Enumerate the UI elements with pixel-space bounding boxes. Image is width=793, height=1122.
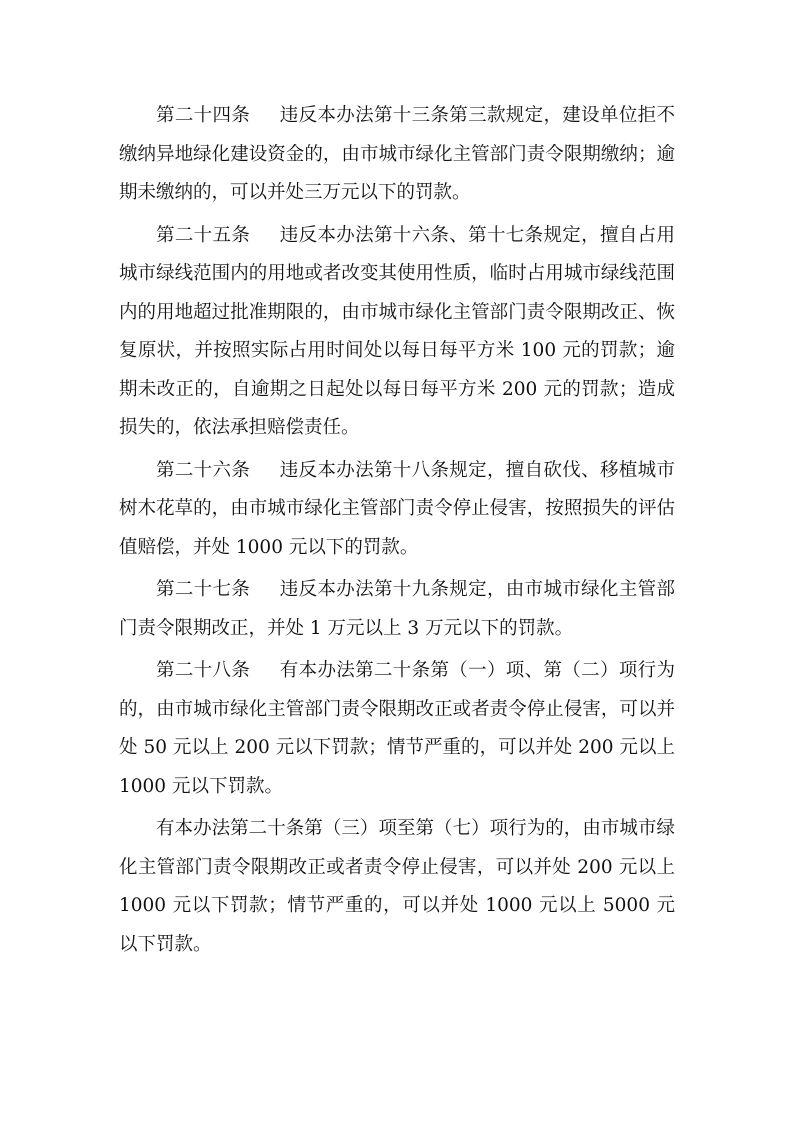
- article-28: [119, 652, 675, 806]
- article-25: [119, 217, 675, 448]
- paragraph-text: 有本办法第二十条第（三）项至第（七）项行为的，由市城市绿化主管部门责令限期改正或者责令停止侵害，可以并处 200 元以上 1000 元以下罚款；情节严重的，可以并处 1000 元以上 5000 元以下罚款。: [119, 818, 675, 955]
- article-number: 第二十四条: [156, 105, 251, 126]
- article-number: 第二十七条: [156, 579, 251, 600]
- article-number: 第二十六条: [156, 459, 251, 481]
- article-27: [119, 571, 675, 648]
- article-26: [119, 452, 675, 568]
- article-text: 违反本办法第十八条规定，擅自砍伐、移植城市树木花草的，由市城市绿化主管部门责令停止侵害，按照损失的评估值赔偿，并处 1000 元以下的罚款。: [119, 459, 675, 558]
- article-24: [119, 97, 675, 213]
- article-text: 违反本办法第十九条规定，由市城市绿化主管部门责令限期改正，并处 1 万元以上 3 万元以下的罚款。: [119, 579, 675, 639]
- article-text: 违反本办法第十六条、第十七条规定，擅自占用城市绿线范围内的用地或者改变其使用性质，临时占用城市绿线范围内的用地超过批准期限的，由市城市绿化主管部门责令限期改正、恢复原状，并按照实际占用时间处以每日每平方米 100 元的罚款；逾期未改正的，自逾期之日起处以每日每平方米 200 元的罚款；造成损失的，依法承担赔偿责任。: [119, 224, 675, 438]
- document-body: [119, 97, 675, 968]
- article-number: 第二十八条: [156, 660, 251, 681]
- article-text: 有本办法第二十条第（一）项、第（二）项行为的，由市城市绿化主管部门责令限期改正或者责令停止侵害，可以并处 50 元以上 200 元以下罚款；情节严重的，可以并处 200 元以上 1000 元以下罚款。: [119, 660, 675, 797]
- article-text: 违反本办法第十三条第三款规定，建设单位拒不缴纳异地绿化建设资金的，由市城市绿化主管部门责令限期缴纳；逾期未缴纳的，可以并处三万元以下的罚款。: [119, 105, 675, 203]
- article-number: 第二十五条: [156, 224, 251, 246]
- article-28-paragraph-2: [119, 810, 675, 964]
